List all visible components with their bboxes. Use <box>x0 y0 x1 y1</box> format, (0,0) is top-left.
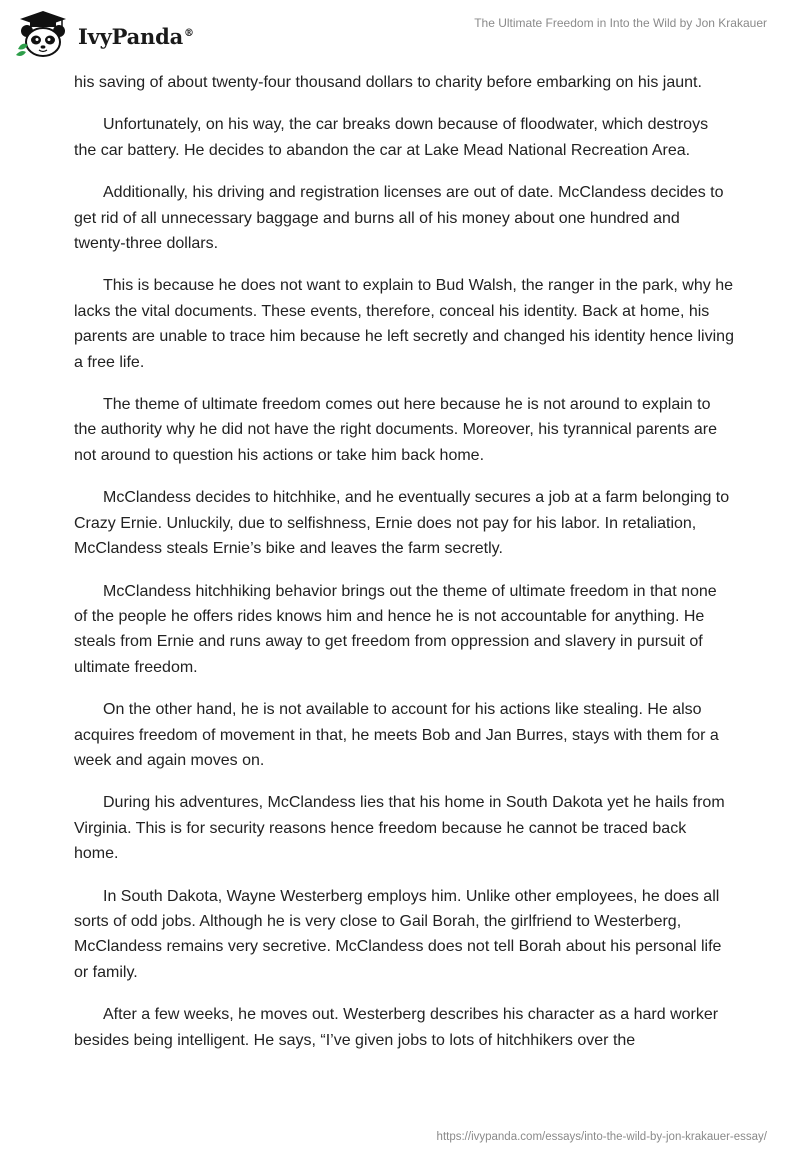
page-header <box>0 0 800 70</box>
paragraph-7: McClandess hitchhiking behavior brings out the theme of ultimate freedom in that none of the people he offers rides knows him and hence he is not accountable for anything. He steals from Ernie and runs away to get freedom from oppression and slavery in pursuit of ultimate freedom. <box>74 582 717 676</box>
paragraph-5: The theme of ultimate freedom comes out here because he is not around to explain to the authority why he did not have the right documents. Moreover, his tyrannical parents are not around to question his actions or take him back home. <box>74 396 718 464</box>
panda-graduate-icon <box>14 9 72 59</box>
paragraph-1: his saving of about twenty-four thousand dollars to charity before embarking on his jaunt. <box>74 74 702 91</box>
paragraph-8: On the other hand, he is not available to account for his actions like stealing. He also acquires freedom of movement in that, he meets Bob and Jan Burres, stays with them for a week and again moves on. <box>74 701 719 769</box>
brand-name <box>78 24 194 49</box>
document-title: The Ultimate Freedom in Into the Wild by Jon Krakauer <box>474 16 767 30</box>
paragraph-11: After a few weeks, he moves out. Westerberg describes his character as a hard worker besides being intelligent. He says, “I’ve given jobs to lots of hitchhikers over the <box>74 1006 719 1049</box>
brand-registered-mark: ® <box>184 27 194 39</box>
paragraph-9: During his adventures, McClandess lies that his home in South Dakota yet he hails from Virginia. This is for security reasons hence freedom because he cannot be traced back home. <box>74 794 725 863</box>
paragraph-3: Additionally, his driving and registration licenses are out of date. McClandess decides to get rid of all unnecessary baggage and burns all of his money about one hundred and twenty-three dollars. <box>74 184 724 253</box>
source-url-link[interactable]: https://ivypanda.com/essays/into-the-wild-by-jon-krakauer-essay/ <box>436 1131 767 1143</box>
paragraph-10: In South Dakota, Wayne Westerberg employs him. Unlike other employees, he does all sorts of odd jobs. Although he is very close to Gail Borah, the girlfriend to Westerberg, McClandess remains very secretive. McClandess does not tell Borah about his personal life or family. <box>74 887 722 981</box>
paragraph-2: Unfortunately, on his way, the car breaks down because of floodwater, which destroys the car battery. He decides to abandon the car at Lake Mead National Recreation Area. <box>74 116 709 159</box>
paragraph-4: This is because he does not want to explain to Bud Walsh, the ranger in the park, why he lacks the vital documents. These events, therefore, conceal his identity. Back at home, his parents are unable to trace him because he left secretly and changed his identity hence living a free life. <box>74 277 734 371</box>
brand-name-text: IvyPanda <box>78 23 184 49</box>
brand-logo[interactable] <box>14 9 194 59</box>
essay-body <box>74 70 734 1070</box>
paragraph-6: McClandess decides to hitchhike, and he eventually secures a job at a farm belonging to Crazy Ernie. Unluckily, due to selfishness, Ernie does not pay for his labor. In retaliation, McClandess steals Ernie’s bike and leaves the farm secretly. <box>74 489 730 558</box>
